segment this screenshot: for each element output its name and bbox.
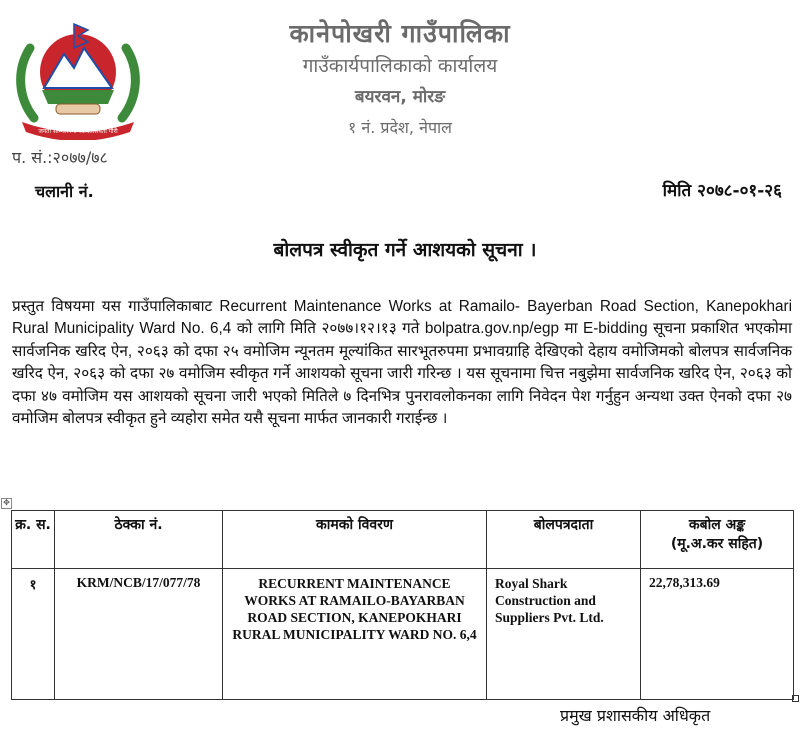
bid-table bbox=[11, 510, 794, 700]
emblem-ribbon-text: जनता सम्मिलनमा रवायतसियता गौरी bbox=[38, 128, 118, 135]
header-sn: क्र. स. bbox=[12, 511, 55, 569]
header-amount bbox=[641, 511, 794, 569]
table-row bbox=[12, 569, 794, 700]
municipality-emblem bbox=[12, 18, 144, 140]
signatory-title: प्रमुख प्रशासकीय अधिकृत bbox=[560, 706, 711, 725]
header-amount-line1: कबोल अङ्क bbox=[688, 517, 746, 533]
province-line: १ नं. प्रदेश, नेपाल bbox=[347, 118, 453, 137]
fiscal-year-ref: प. सं.:२०७७/७८ bbox=[12, 148, 108, 167]
org-name: कानेपोखरी गाउँपालिका bbox=[289, 19, 511, 48]
office-address: बयरवन, मोरङ bbox=[354, 87, 446, 107]
cell-contract-no: KRM/NCB/17/077/78 bbox=[55, 569, 223, 700]
cell-bidder: Royal Shark Construction and Suppliers Pvt. Ltd. bbox=[487, 569, 641, 700]
header-work: कामको विवरण bbox=[223, 511, 487, 569]
cell-amount: 22,78,313.69 bbox=[641, 569, 794, 700]
cell-work: RECURRENT MAINTENANCE WORKS AT RAMAILO-BAYARBAN ROAD SECTION, KANEPOKHARI RURAL MUNICIPALITY WARD NO. 6,4 bbox=[223, 569, 487, 700]
notice-date: मिति २०७८-०१-२६ bbox=[662, 181, 782, 201]
notice-body: प्रस्तुत विषयमा यस गाउँपालिकाबाट Recurrent Maintenance Works at Ramailo- Bayerban Road Section, Kanepokhari Rural Municipality Ward No. 6,4 को लागि मिति २०७७।१२।१३ गते bolpatra.gov.np/egp मा E-bidding सूचना प्रकाशित भएकोमा सार्वजनिक खरिद ऐन, २०६३ को दफा २५ वमोजिम न्यूनतम मूल्यांकित सारभूतरुपमा प्रभावग्राहि देखिएको देहाय वमोजिमको बोलपत्र सार्वजनिक खरिद ऐन, २०६३ को दफा २७ वमोजिम स्वीकृत गर्ने आशयको सूचना जारी गरिन्छ । यस सूचनामा चित्त नबुझेमा सार्वजनिक खरिद ऐन, २०६३ को दफा ४७ वमोजिम यस आशयको सूचना जारी भएको मितिले ७ दिनभित्र पुनरावलोकनका लागि निवेदन पेश गर्नुहुन अन्यथा उक्त ऐनको दफा २७ वमोजिम बोलपत्र स्वीकृत हुने व्यहोरा समेत यसै सूचना मार्फत जानकारी गराईन्छ । bbox=[12, 298, 792, 428]
table-header-row bbox=[12, 511, 794, 569]
table-move-handle-icon[interactable]: ✥ bbox=[1, 498, 12, 509]
cell-sn: १ bbox=[12, 569, 55, 700]
header-bidder: बोलपत्रदाता bbox=[487, 511, 641, 569]
notice-title: बोलपत्र स्वीकृत गर्ने आशयको सूचना । bbox=[273, 239, 537, 261]
table-resize-handle[interactable] bbox=[792, 695, 799, 702]
header-amount-line2: (मू.अ.कर सहित) bbox=[670, 536, 764, 552]
dispatch-number-label: चलानी नं. bbox=[35, 182, 94, 201]
header-contract-no: ठेक्का नं. bbox=[55, 511, 223, 569]
office-name: गाउँकार्यपालिकाको कार्यालय bbox=[302, 55, 498, 77]
